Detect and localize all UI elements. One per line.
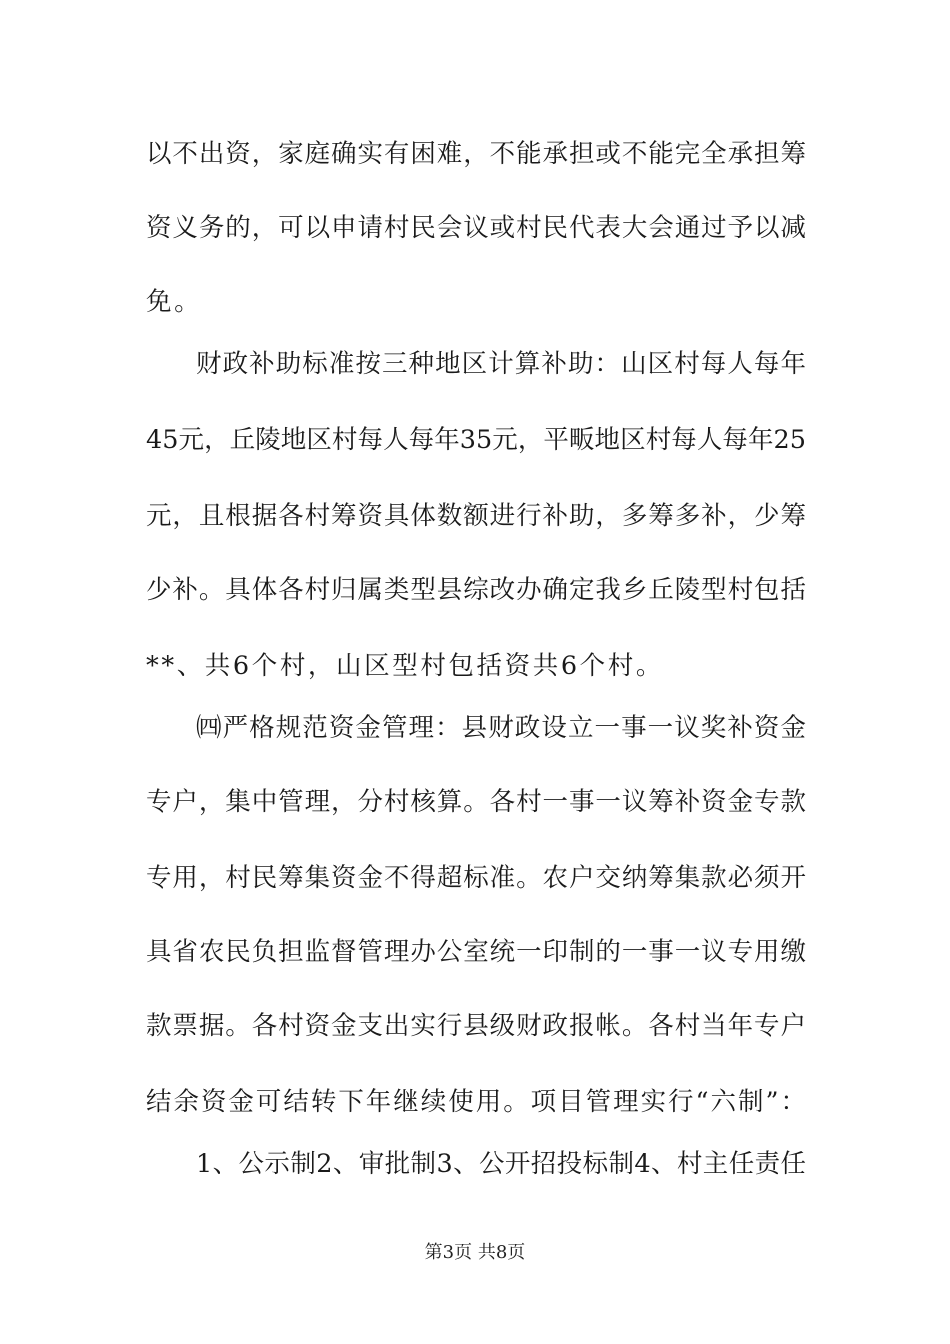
body-line-5: 45元，丘陵地区村每人每年35元，平畈地区村每人每年25 xyxy=(146,425,806,455)
body-line-9: ㈣严格规范资金管理：县财政设立一事一议奖补资金 xyxy=(196,713,806,743)
body-line-8: **、共6个村，山区型村包括资共6个村。 xyxy=(146,651,664,681)
body-line-2: 资义务的，可以申请村民会议或村民代表大会通过予以减 xyxy=(146,213,806,243)
body-line-12: 具省农民负担监督管理办公室统一印制的一事一议专用缴 xyxy=(146,937,806,967)
body-line-15: 1、公示制2、审批制3、公开招投标制4、村主任责任 xyxy=(196,1149,806,1179)
body-line-4: 财政补助标准按三种地区计算补助：山区村每人每年 xyxy=(196,349,806,379)
body-line-13: 款票据。各村资金支出实行县级财政报帐。各村当年专户 xyxy=(146,1011,806,1041)
page-number-footer: 第3页 共8页 xyxy=(424,1242,526,1263)
body-line-10: 专户，集中管理，分村核算。各村一事一议筹补资金专款 xyxy=(146,787,806,817)
body-line-1: 以不出资，家庭确实有困难，不能承担或不能完全承担筹 xyxy=(146,139,806,169)
body-line-14: 结余资金可结转下年继续使用。项目管理实行“六制”： xyxy=(146,1087,806,1117)
body-line-6: 元，且根据各村筹资具体数额进行补助，多筹多补，少筹 xyxy=(146,501,806,531)
body-line-7: 少补。具体各村归属类型县综改办确定我乡丘陵型村包括 xyxy=(146,575,806,605)
body-line-11: 专用，村民筹集资金不得超标准。农户交纳筹集款必须开 xyxy=(146,863,806,893)
body-line-3: 免。 xyxy=(146,287,203,317)
